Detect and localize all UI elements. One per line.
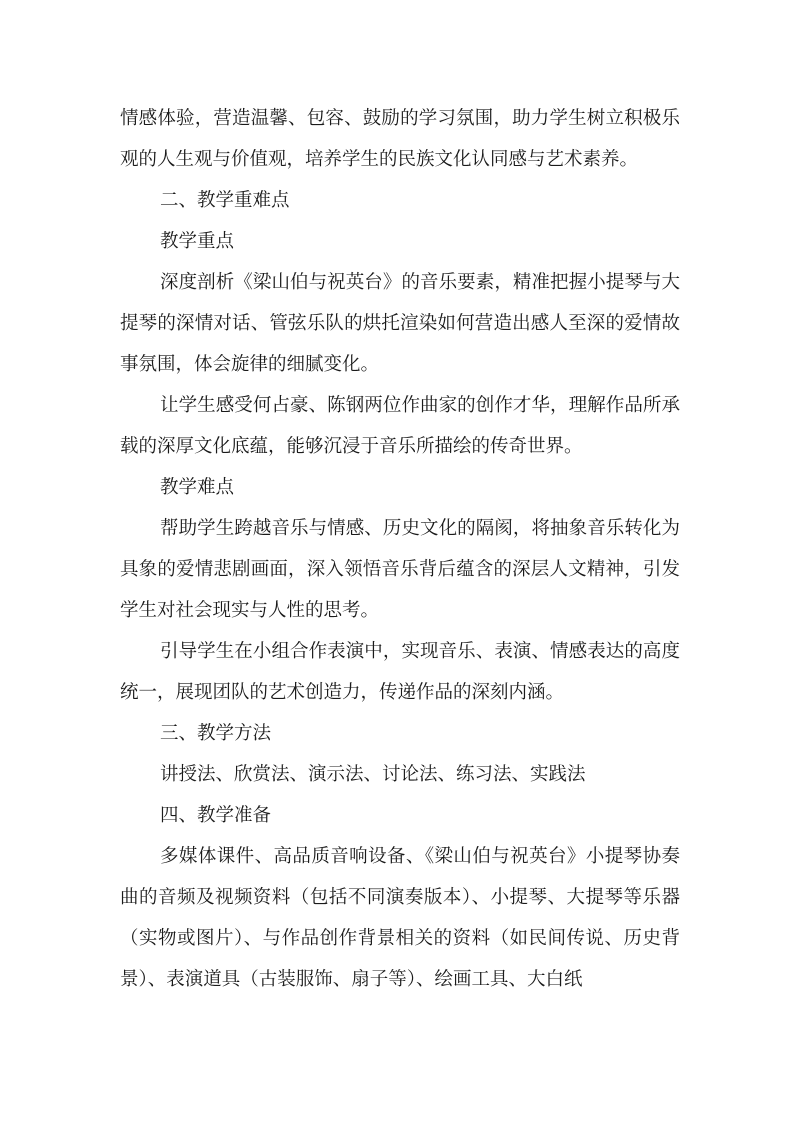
paragraph-key-1 [120, 262, 680, 385]
text-line: 提琴的深情对话、管弦乐队的烘托渲染如何营造出感人至深的爱情故 [120, 313, 680, 334]
paragraph-preparation [120, 836, 680, 1000]
paragraph-intro [120, 98, 680, 180]
text-line: 事氛围，体会旋律的细腻变化。 [120, 354, 380, 375]
text-line: 统一，展现团队的艺术创造力，传递作品的深刻内涵。 [120, 682, 565, 703]
text-line: 载的深厚文化底蕴，能够沉浸于音乐所描绘的传奇世界。 [120, 436, 583, 457]
text-line: （实物或图片）、与作品创作背景相关的资料（如民间传说、历史背 [120, 928, 680, 949]
paragraph-key-2 [120, 385, 680, 467]
text-line: 景）、表演道具（古装服饰、扇子等）、绘画工具、大白纸 [120, 969, 583, 990]
text-line: 帮助学生跨越音乐与情感、历史文化的隔阂，将抽象音乐转化为 [160, 518, 680, 539]
subheading-key-points: 教学重点 [160, 231, 235, 252]
paragraph-difficult-1 [120, 508, 680, 631]
text-line: 曲的音频及视频资料（包括不同演奏版本）、小提琴、大提琴等乐器 [120, 887, 680, 908]
section-heading-4: 四、教学准备 [160, 805, 272, 826]
text-line: 观的人生观与价值观，培养学生的民族文化认同感与艺术素养。 [120, 149, 639, 170]
document-body [120, 98, 680, 1000]
text-line: 让学生感受何占豪、陈钢两位作曲家的创作才华，理解作品所承 [160, 395, 680, 416]
text-line: 情感体验，营造温馨、包容、鼓励的学习氛围，助力学生树立积极乐 [120, 108, 680, 129]
section-heading-2: 二、教学重难点 [160, 190, 290, 211]
text-line: 引导学生在小组合作表演中，实现音乐、表演、情感表达的高度 [160, 641, 680, 662]
paragraph-difficult-2 [120, 631, 680, 713]
paragraph-methods: 讲授法、欣赏法、演示法、讨论法、练习法、实践法 [160, 764, 586, 785]
section-heading-3: 三、教学方法 [160, 723, 272, 744]
text-line: 学生对社会现实与人性的思考。 [120, 600, 380, 621]
text-line: 深度剖析《梁山伯与祝英台》的音乐要素，精准把握小提琴与大 [160, 272, 680, 293]
subheading-difficult-points: 教学难点 [160, 477, 235, 498]
text-line: 多媒体课件、高品质音响设备、《梁山伯与祝英台》小提琴协奏 [160, 846, 680, 867]
text-line: 具象的爱情悲剧画面，深入领悟音乐背后蕴含的深层人文精神，引发 [120, 559, 680, 580]
